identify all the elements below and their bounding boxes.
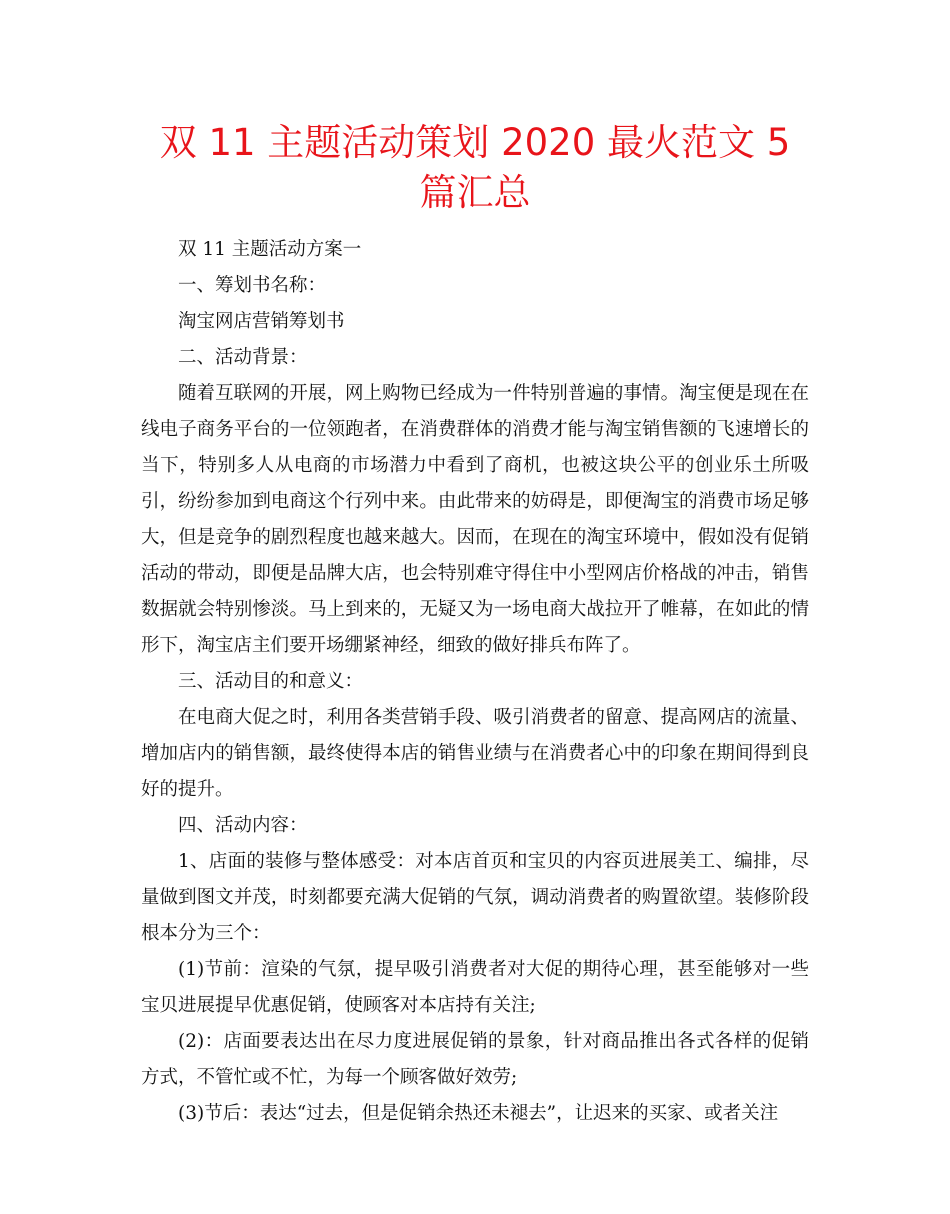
- content-item-before: (1)节前：渲染的气氛，提早吸引消费者对大促的期待心理，甚至能够对一些宝贝进展提早优惠促销，使顾客对本店持有关注;: [141, 959, 809, 1016]
- content-item-after: (3)节后：表达“过去，但是促销余热还未褪去”，让迟来的买家、或者关注: [178, 1103, 779, 1124]
- section-heading-name: 一、筹划书名称：: [178, 275, 327, 296]
- content-item-during: (2)：店面要表达出在尽力度进展促销的景象，针对商品推出各式各样的促销方式，不管忙或不忙，为每一个顾客做好效劳;: [141, 1031, 809, 1088]
- section-heading-background: 二、活动背景：: [178, 347, 308, 368]
- section-heading-content: 四、活动内容：: [178, 815, 308, 836]
- purpose-paragraph: 在电商大促之时，利用各类营销手段、吸引消费者的留意、提高网店的流量、增加店内的销售额，最终使得本店的销售业绩与在消费者心中的印象在期间得到良好的提升。: [141, 707, 809, 800]
- document-title: 双 11 主题活动策划 2020 最火范文 5 篇汇总: [159, 121, 791, 214]
- document-body: [141, 232, 809, 1132]
- plan-heading: 双 11 主题活动方案一: [178, 239, 362, 260]
- plan-name: 淘宝网店营销筹划书: [178, 311, 345, 332]
- content-paragraph-1: 1、店面的装修与整体感受：对本店首页和宝贝的内容页进展美工、编排，尽量做到图文并茂，时刻都要充满大促销的气氛，调动消费者的购置欲望。装修阶段根本分为三个：: [141, 851, 809, 944]
- section-heading-purpose: 三、活动目的和意义：: [178, 671, 364, 692]
- background-paragraph: 随着互联网的开展，网上购物已经成为一件特别普遍的事情。淘宝便是现在在线电子商务平台的一位领跑者，在消费群体的消费才能与淘宝销售额的飞速增长的当下，特别多人从电商的市场潜力中看到了商机，也被这块公平的创业乐土所吸引，纷纷参加到电商这个行列中来。由此带来的妨碍是，即便淘宝的消费市场足够大，但是竞争的剧烈程度也越来越大。因而，在现在的淘宝环境中，假如没有促销活动的带动，即便是品牌大店，也会特别难守得住中小型网店价格战的冲击，销售数据就会特别惨淡。马上到来的，无疑又为一场电商大战拉开了帷幕，在如此的情形下，淘宝店主们要开场绷紧神经，细致的做好排兵布阵了。: [141, 383, 809, 656]
